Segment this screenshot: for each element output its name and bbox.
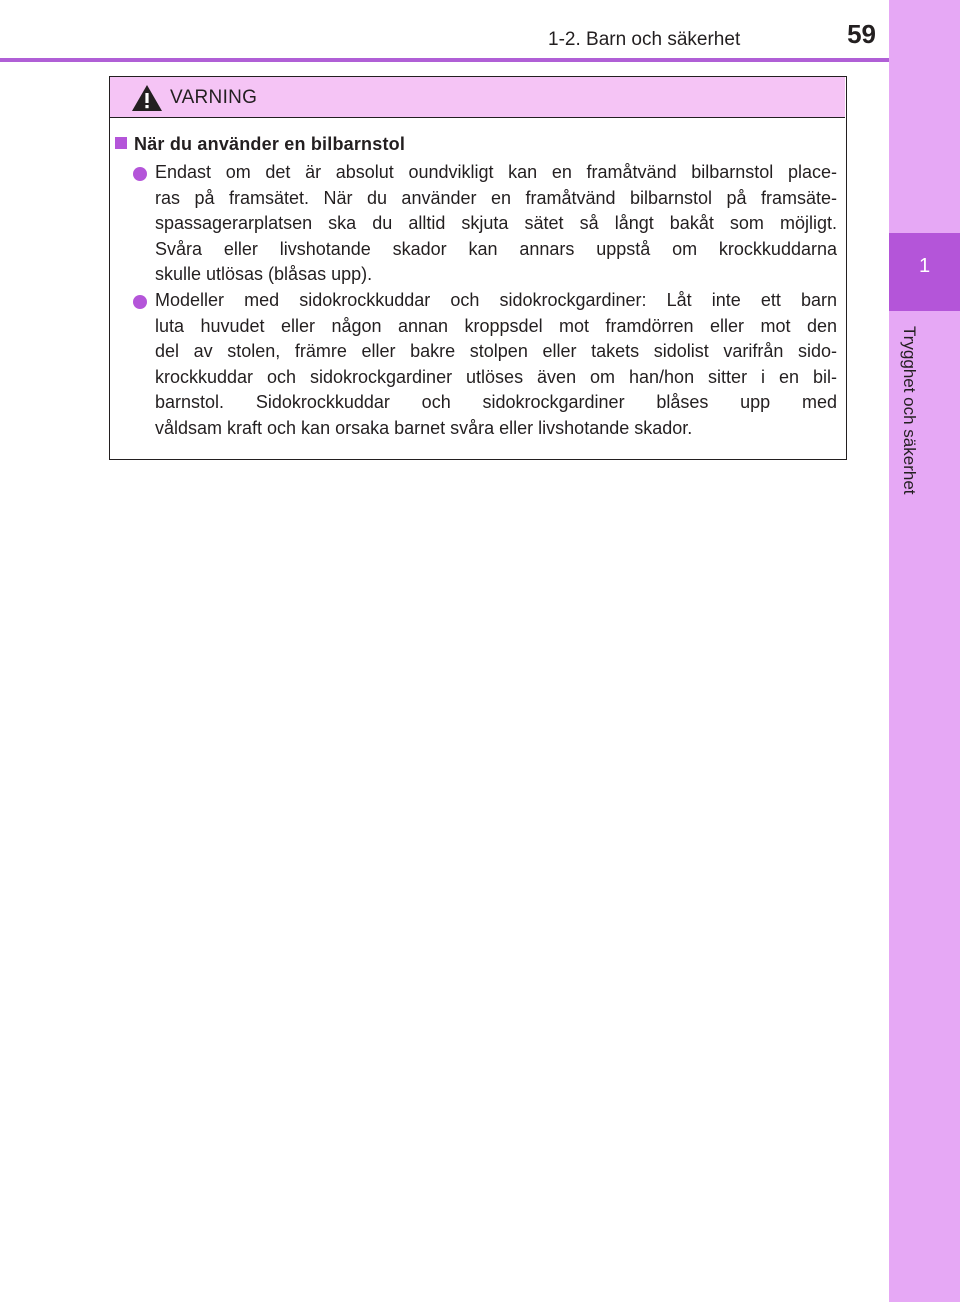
bullet-line: ras på framsätet. När du använder en framåtvänd bilbarnstol på framsäte- xyxy=(155,187,837,208)
bullet-line: Modeller med sidokrockkuddar och sidokrockgardiner: Låt inte ett barn xyxy=(155,290,837,310)
chapter-label-container xyxy=(889,320,960,530)
section-title: 1-2. Barn och säkerhet xyxy=(548,29,741,50)
bullet-dot-icon xyxy=(133,295,147,309)
chapter-number: 1 xyxy=(918,255,931,277)
chapter-label: Trygghet och säkerhet xyxy=(900,326,919,495)
warning-bullet-2 xyxy=(155,288,837,442)
warning-content xyxy=(109,0,847,460)
chapter-tab xyxy=(889,233,960,311)
warning-label: VARNING xyxy=(170,87,258,108)
warning-heading: När du använder en bilbarnstol xyxy=(134,134,406,154)
bullet-line: luta huvudet eller någon annan kroppsdel mot framdörren eller mot den xyxy=(155,315,837,336)
bullet-line: krockkuddar och sidokrockgardiner utlöses även om han/hon sitter i en bil- xyxy=(155,366,837,387)
chapter-side-strip xyxy=(889,0,960,1302)
warning-bullet-1 xyxy=(155,160,837,288)
bullet-line: barnstol. Sidokrockkuddar och sidokrockgardiner blåses upp med xyxy=(155,392,837,413)
page-number: 59 xyxy=(847,19,876,49)
bullet-line: skulle utlösas (blåsas upp). xyxy=(155,264,373,285)
bullet-line: Svåra eller livshotande skador kan annars uppstå om krockkuddarna xyxy=(155,238,837,259)
bullet-line: spassagerarplatsen ska du alltid skjuta sätet så långt bakåt som möjligt. xyxy=(155,213,837,234)
bullet-line: våldsam kraft och kan orsaka barnet svåra eller livshotande skador. xyxy=(155,417,693,438)
section-square-icon xyxy=(115,137,127,149)
bullet-line: Endast om det är absolut oundvikligt kan en framåtvänd bilbarnstol place- xyxy=(155,162,837,182)
bullet-dot-icon xyxy=(133,167,147,181)
bullet-line: del av stolen, främre eller bakre stolpen eller takets sidolist varifrån sido- xyxy=(155,341,837,362)
